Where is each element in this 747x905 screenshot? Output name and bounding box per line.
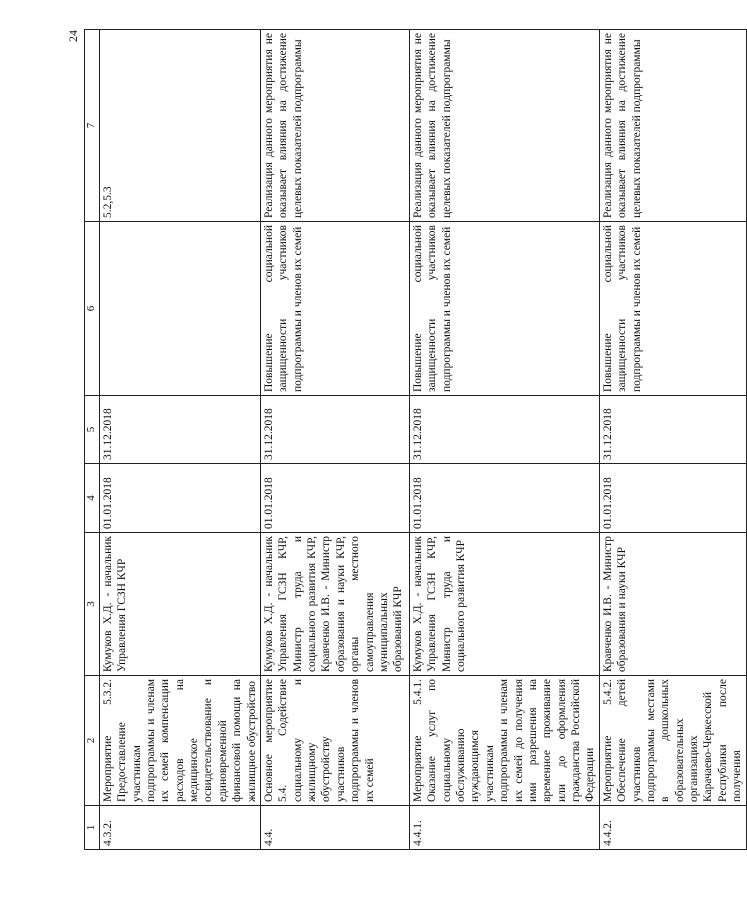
responsible-cell: Кравченко И.В. - Министр образования и науки КЧР — [599, 533, 746, 676]
header-cell: 6 — [85, 222, 100, 396]
result-cell: Повышение социальной защищенности участников подпрограммы и членов их семей — [409, 222, 599, 396]
end-date-cell: 31.12.2018 — [99, 396, 260, 464]
end-date-cell: 31.12.2018 — [599, 396, 746, 464]
result-cell — [99, 222, 260, 396]
page-number: 24 — [66, 30, 80, 42]
responsible-cell: Кумуков Х.Д. - начальник Управления ГСЗН КЧР — [99, 533, 260, 676]
start-date-cell: 01.01.2018 — [409, 464, 599, 533]
end-date-cell: 31.12.2018 — [260, 396, 409, 464]
program-table — [84, 29, 747, 850]
table-row — [409, 30, 599, 850]
event-cell: Основное мероприятие 5.4. Содействие социальному и жилищному обустройству участников подпрограммы и членов их семей — [260, 676, 409, 806]
header-row — [85, 30, 100, 850]
table-row — [99, 30, 260, 850]
table-row — [260, 30, 409, 850]
header-cell: 7 — [85, 30, 100, 222]
row-number: 4.4.2. — [599, 806, 746, 850]
table-row — [599, 30, 746, 850]
row-number: 4.3.2. — [99, 806, 260, 850]
result-cell: Повышение социальной защищенности участников подпрограммы и членов их семей — [599, 222, 746, 396]
indicator-cell: Реализация данного мероприятия не оказывает влияния на достижение целевых показателей подпрограммы — [599, 30, 746, 222]
end-date-cell: 31.12.2018 — [409, 396, 599, 464]
indicator-cell: Реализация данного мероприятия не оказывает влияния на достижение целевых показателей подпрограммы — [409, 30, 599, 222]
event-cell: Мероприятие 5.4.2. Обеспечение детей участников подпрограммы местами в дошкольных образовательных организациях Карачаево-Черкесской Республики после получения — [599, 676, 746, 806]
indicator-cell: Реализация данного мероприятия не оказывает влияния на достижение целевых показателей подпрограммы — [260, 30, 409, 222]
event-cell: Мероприятие 5.4.1. Оказание услуг по социальному обслуживанию нуждающимся участникам подпрограммы и членам их семей до получения ими разрешения на временное проживание или до оформления гражданства Российской Федерации — [409, 676, 599, 806]
start-date-cell: 01.01.2018 — [599, 464, 746, 533]
event-cell: Мероприятие 5.3.2. Предоставление участникам подпрограммы и членам их семей компенсации расходов на медицинское освидетельствование и единовременной финансовой помощи на жилищное обустройство — [99, 676, 260, 806]
rotated-content — [60, 30, 744, 850]
result-cell: Повышение социальной защищенности участников подпрограммы и членов их семей — [260, 222, 409, 396]
responsible-cell: Кумуков Х.Д. - начальник Управления ГСЗН КЧР, Министр труда и социального развития КЧР, Кравченко И.В. - Министр образования и науки КЧР, органы местного самоуправления муниципальных образований КЧР — [260, 533, 409, 676]
row-number: 4.4. — [260, 806, 409, 850]
start-date-cell: 01.01.2018 — [99, 464, 260, 533]
header-cell: 5 — [85, 396, 100, 464]
row-number: 4.4.1. — [409, 806, 599, 850]
indicator-cell: 5.2,5.3 — [99, 30, 260, 222]
responsible-cell: Кумуков Х.Д. - начальник Управления ГСЗН КЧР, Министр труда и социального развития КЧР — [409, 533, 599, 676]
header-cell: 1 — [85, 806, 100, 850]
start-date-cell: 01.01.2018 — [260, 464, 409, 533]
header-cell: 3 — [85, 533, 100, 676]
header-cell: 2 — [85, 676, 100, 806]
header-cell: 4 — [85, 464, 100, 533]
